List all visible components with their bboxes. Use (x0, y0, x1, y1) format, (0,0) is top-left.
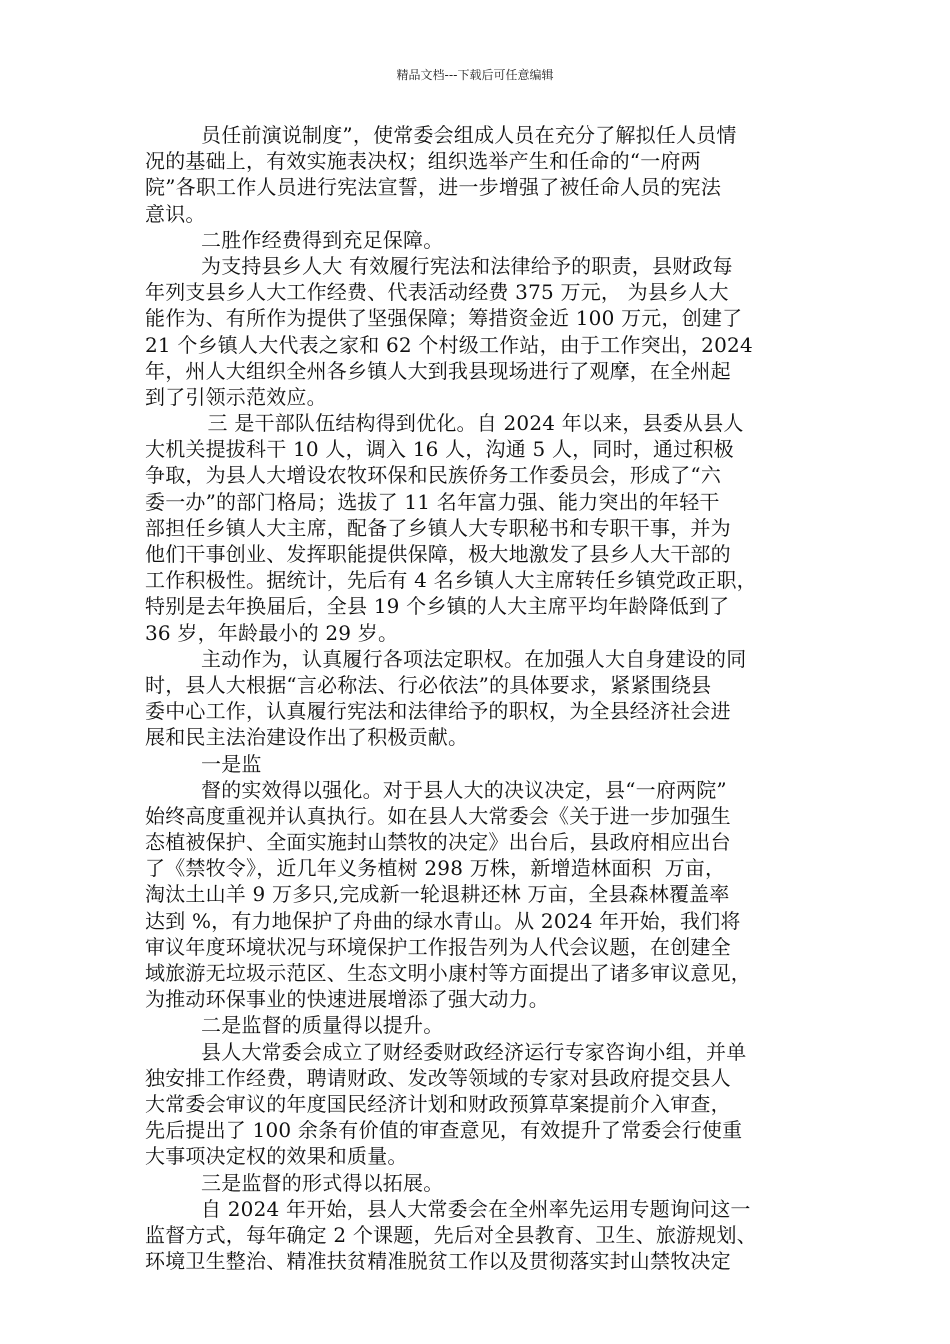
text-line: 始终高度重视并认真执行。如在县人大常委会《关于进一步加强生 (145, 803, 731, 828)
text-line: 大常委会审议的年度国民经济计划和财政预算草案提前介入审查， (145, 1091, 731, 1116)
page-header: 精品文档---下载后可任意编辑 (396, 68, 554, 82)
text-line: 时，县人大根据“言必称法、行必依法”的具体要求，紧紧围绕县 (145, 672, 712, 697)
text-line: 三 是干部队伍结构得到优化。自 2024 年以来，县委从县人 (201, 411, 744, 436)
text-line: 院”各职工作人员进行宪法宣誓，进一步增强了被任命人员的宪法 (145, 175, 722, 200)
text-line: 环境卫生整治、精准扶贫精准脱贫工作以及贯彻落实封山禁牧决定 (145, 1249, 731, 1274)
text-line: 到了引领示范效应。 (145, 384, 327, 409)
text-line: 淘汰土山羊 9 万多只,完成新一轮退耕还林 万亩，全县森林覆盖率 (145, 882, 730, 907)
text-line: 先后提出了 100 余条有价值的审查意见，有效提升了常委会行使重 (145, 1118, 743, 1143)
text-line: 态植被保护、全面实施封山禁牧的决定》出台后，县政府相应出台 (145, 830, 731, 855)
text-line: 36 岁，年龄最小的 29 岁。 (145, 620, 399, 645)
text-line: 委一办”的部门格局；选拔了 11 名年富力强、能力突出的年轻干 (145, 489, 720, 514)
text-line: 大事项决定权的效果和质量。 (145, 1144, 408, 1169)
text-line: 二胜作经费得到充足保障。 (201, 227, 444, 252)
text-line: 监督方式，每年确定 2 个课题，先后对全县教育、卫生、旅游规划、 (145, 1222, 757, 1247)
document-body (145, 122, 813, 1274)
text-line: 为推动环保事业的快速进展增添了强大动力。 (145, 987, 549, 1012)
text-line: 独安排工作经费，聘请财政、发改等领域的专家对县政府提交县人 (145, 1065, 731, 1090)
text-line: 工作积极性。据统计，先后有 4 名乡镇人大主席转任乡镇党政正职， (145, 568, 757, 593)
text-line: 能作为、有所作为提供了坚强保障；筹措资金近 100 万元，创建了 (145, 306, 743, 331)
text-line: 21 个乡镇人大代表之家和 62 个村级工作站，由于工作突出，2024 (145, 332, 753, 357)
text-line: 县人大常委会成立了财经委财政经济运行专家咨询小组，并单 (201, 1039, 747, 1064)
text-line: 年，州人大组织全州各乡镇人大到我县现场进行了观摩，在全州起 (145, 358, 731, 383)
text-line: 特别是去年换届后，全县 19 个乡镇的人大主席平均年龄降低到了 (145, 594, 730, 619)
text-line: 员任前演说制度”，使常委会组成人员在充分了解拟任人员情 (201, 123, 737, 147)
text-line: 一是监 (201, 751, 262, 776)
text-line: 意识。 (145, 201, 206, 226)
text-line: 年列支县乡人大工作经费、代表活动经费 375 万元， 为县乡人大 (145, 280, 729, 305)
text-line: 达到 %，有力地保护了舟曲的绿水青山。从 2024 年开始，我们将 (145, 908, 741, 933)
text-line: 二是监督的质量得以提升。 (201, 1013, 444, 1038)
text-line: 况的基础上，有效实施表决权；组织选举产生和任命的“一府两 (145, 149, 701, 174)
text-line: 大机关提拔科干 10 人，调入 16 人，沟通 5 人，同时，通过积极 (145, 437, 734, 462)
text-line: 部担任乡镇人大主席，配备了乡镇人大专职秘书和专职干事，并为 (145, 515, 731, 540)
text-line: 他们干事创业、发挥职能提供保障，极大地激发了县乡人大干部的 (145, 542, 731, 566)
text-line: 为支持县乡人大 有效履行宪法和法律给予的职责，县财政每 (201, 253, 733, 278)
text-line: 委中心工作，认真履行宪法和法律给予的职权，为全县经济社会进 (145, 699, 731, 724)
text-line: 审议年度环境状况与环境保护工作报告列为人代会议题，在创建全 (145, 934, 731, 959)
text-line: 自 2024 年开始，县人大常委会在全州率先运用专题询问这一 (201, 1196, 751, 1221)
text-line: 主动作为，认真履行各项法定职权。在加强人大自身建设的同 (201, 646, 747, 671)
text-line: 域旅游无垃圾示范区、生态文明小康村等方面提出了诸多审议意见， (145, 961, 751, 985)
text-line: 展和民主法治建设作出了积极贡献。 (145, 725, 469, 750)
text-line: 三是监督的形式得以拓展。 (201, 1170, 444, 1195)
text-line: 争取，为县人大增设农牧环保和民族侨务工作委员会，形成了“六 (145, 463, 722, 488)
text-line: 督的实效得以强化。对于县人大的决议决定，县“一府两院” (201, 777, 727, 802)
text-line: 了《禁牧令》，近几年义务植树 298 万株，新增造林面积 万亩， (145, 856, 726, 881)
